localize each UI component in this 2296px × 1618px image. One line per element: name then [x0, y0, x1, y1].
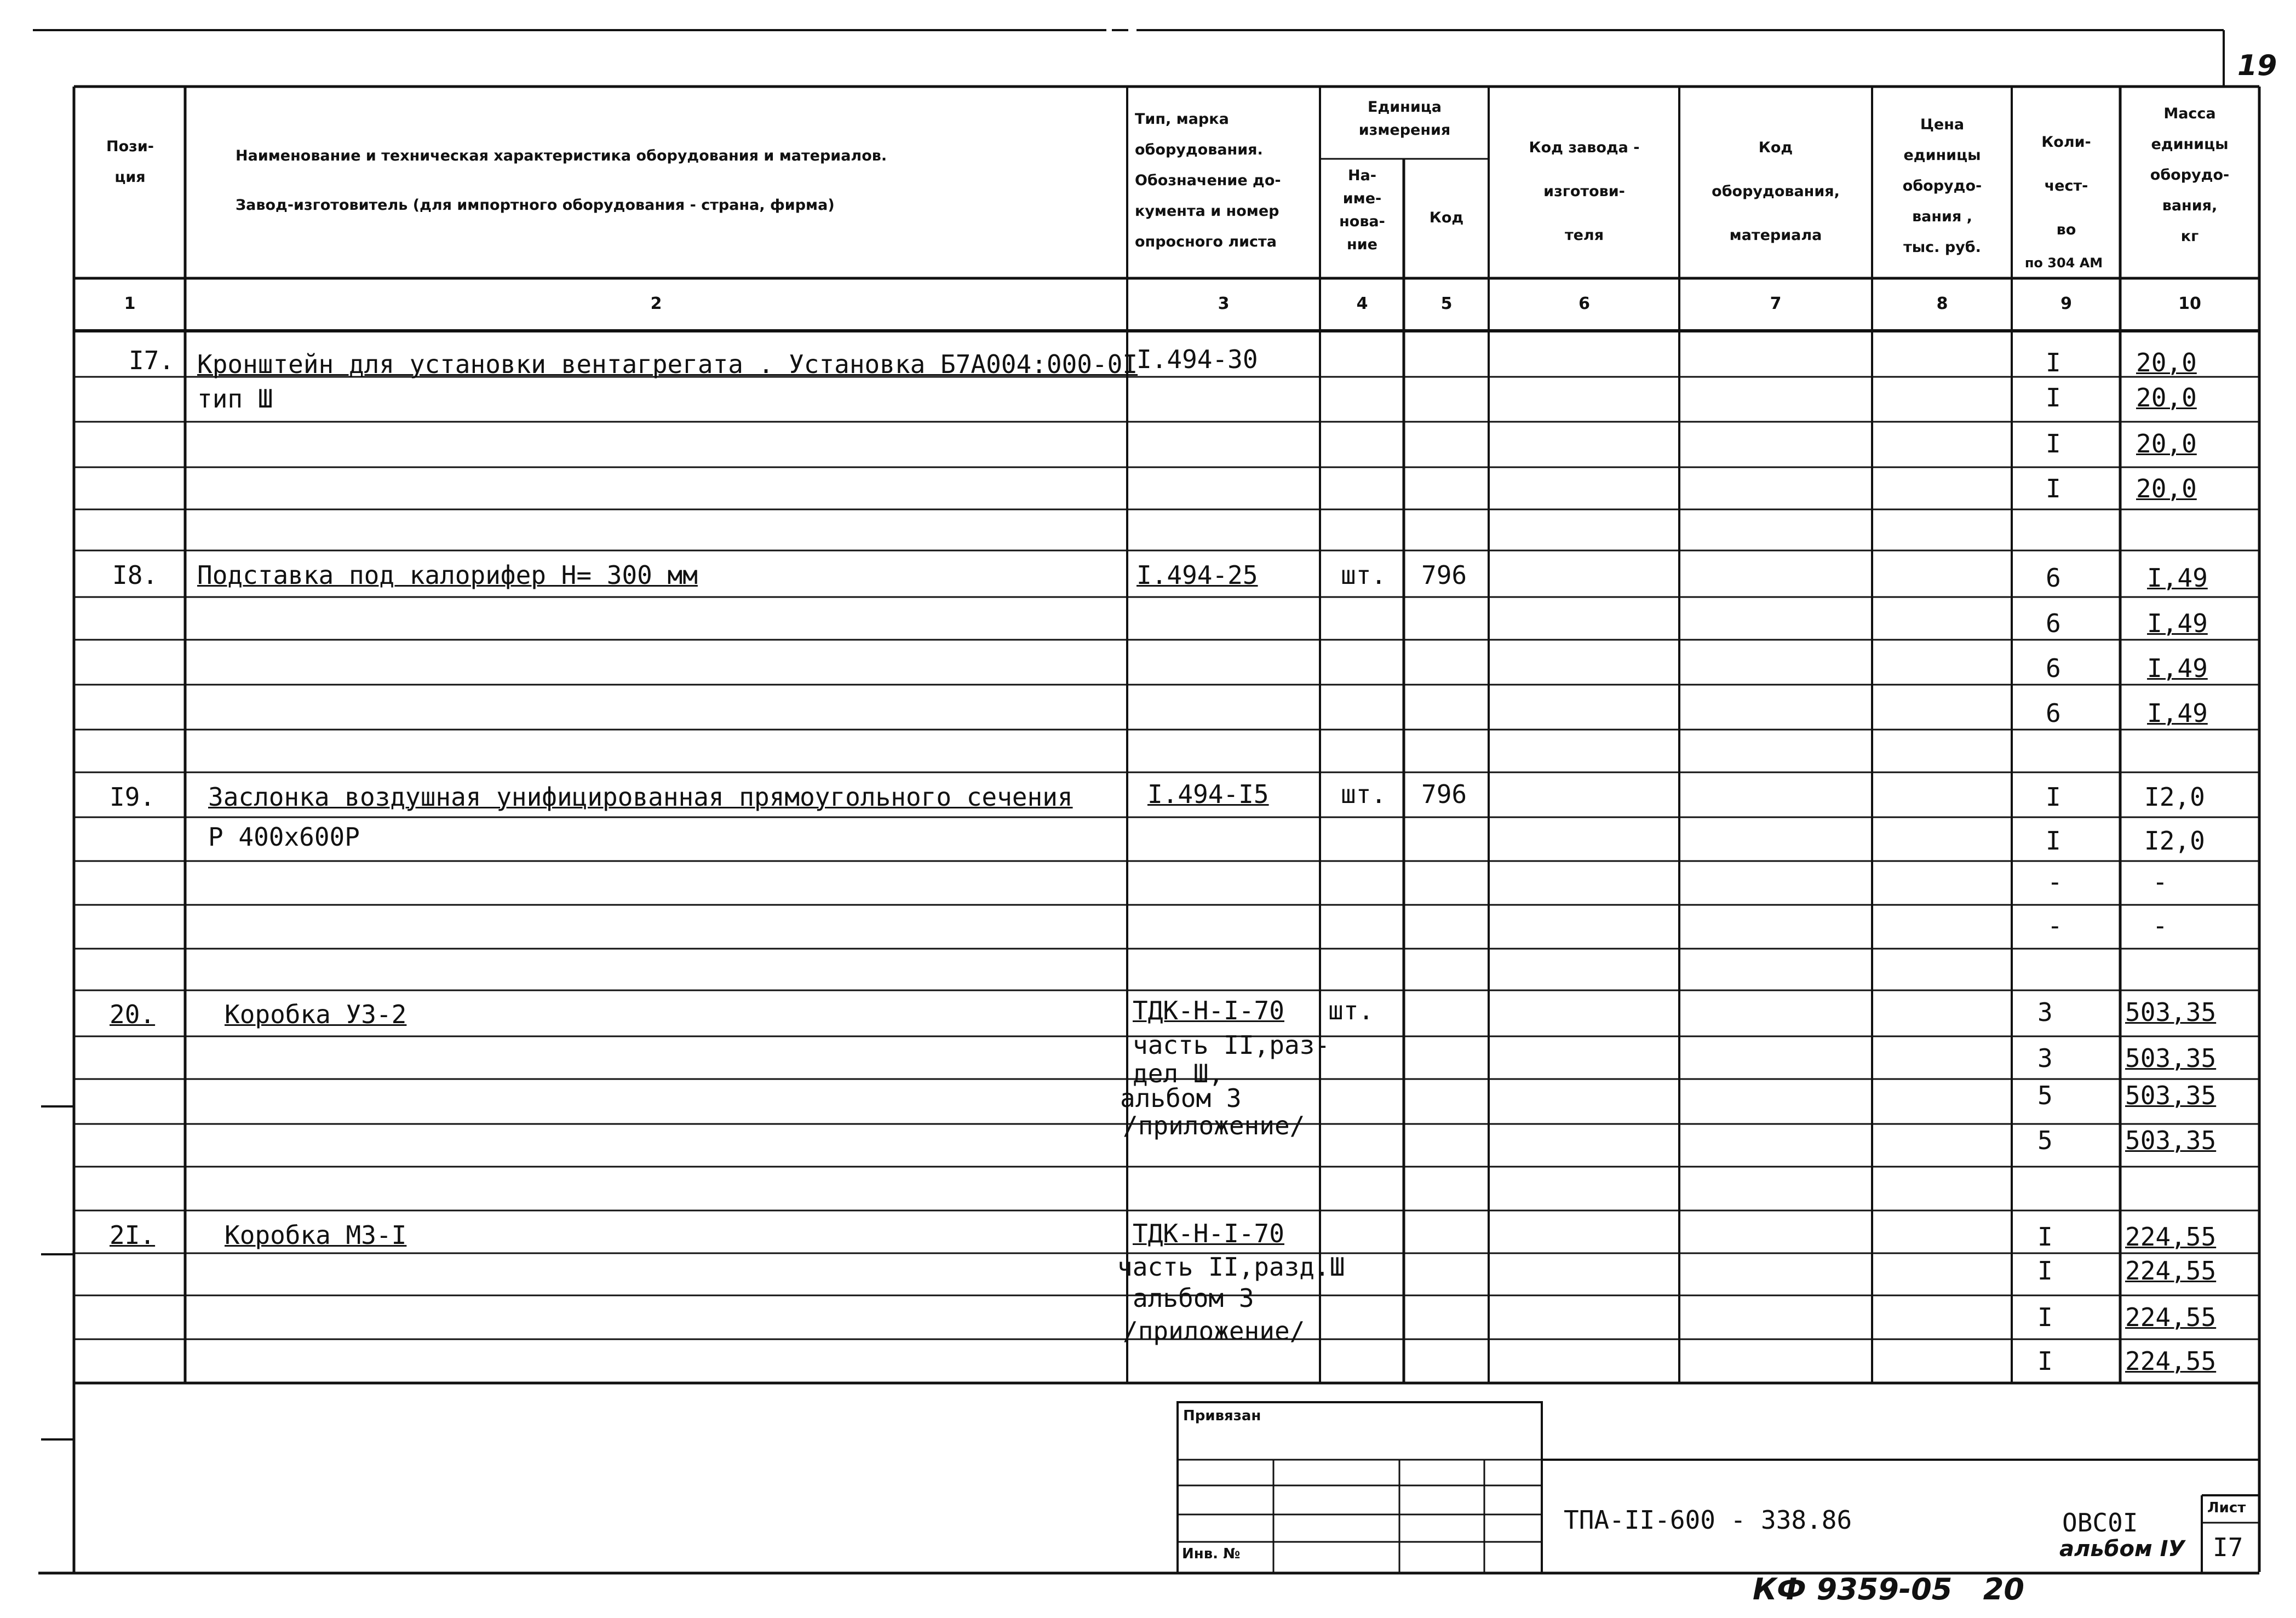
row-6-mass: I,49 — [2147, 653, 2208, 683]
sheet-label: Лист — [2207, 1500, 2246, 1516]
header-equipment-code: Код оборудования, материала — [1712, 139, 1840, 244]
row-4-code: 796 — [1421, 560, 1467, 590]
row-5-mass: I,49 — [2147, 609, 2208, 638]
row-1-qty: I — [2046, 383, 2061, 412]
row-4-name: Подставка под калорифер Н= 300 мм — [197, 560, 698, 590]
col-num-1: 1 — [124, 294, 136, 313]
header-quantity-note: по 304 АМ — [2024, 255, 2103, 271]
row-8-pos: I9. — [110, 782, 156, 812]
row-0-mass: 20,0 — [2136, 348, 2197, 377]
header-type: Тип, марка оборудования. Обозначение до- кумента и номер опросного листа — [1135, 111, 1281, 250]
row-8-name: Заслонка воздушная унифицированная прямоугольного сечения — [208, 782, 1073, 812]
col-num-6: 6 — [1579, 294, 1590, 313]
document-code: ТПА-II-600 - 338.86 — [1564, 1505, 1852, 1535]
row-17-type: ТДК-Н-I-70 — [1133, 1219, 1284, 1248]
row-0-qty: I — [2046, 348, 2061, 377]
row-12-pos: 20. — [110, 1000, 156, 1029]
col-num-2: 2 — [650, 294, 662, 313]
row-19-qty: I — [2037, 1303, 2053, 1332]
row-20-mass: 224,55 — [2125, 1346, 2217, 1376]
header-price: Цена единицы оборудо- вания , тыс. руб. — [1902, 116, 1982, 256]
row-3-mass: 20,0 — [2136, 474, 2197, 503]
footer-stamp: КФ 9359-05 20 — [1753, 1572, 2024, 1606]
row-8-unit: шт. — [1341, 779, 1387, 809]
header-unit-group: Единица измерения — [1358, 99, 1451, 139]
row-17-name: Коробка МЗ-I — [225, 1220, 407, 1250]
header-quantity: Коли- чест- во — [2041, 134, 2091, 238]
row-10-qty: - — [2047, 867, 2063, 897]
row-17-mass: 224,55 — [2125, 1222, 2217, 1252]
row-0-type: I.494-30 — [1136, 345, 1258, 374]
col-num-7: 7 — [1770, 294, 1782, 313]
header-unit-code: Код — [1429, 209, 1464, 226]
album-label: альбом IУ — [2059, 1536, 2185, 1562]
row-16-mass: 503,35 — [2125, 1126, 2217, 1155]
row-2-mass: 20,0 — [2136, 429, 2197, 458]
row-9-qty: I — [2046, 826, 2061, 856]
col-num-4: 4 — [1356, 294, 1368, 313]
col-num-9: 9 — [2060, 294, 2072, 313]
row-12-type: ТДК-Н-I-70 — [1133, 996, 1284, 1025]
header-plant-code: Код завода - изготови- теля — [1529, 139, 1640, 244]
sheet-code: ОВС0I — [2062, 1508, 2138, 1537]
row-0-pos: I7. — [129, 346, 175, 375]
row-0-name: Кронштейн для установки вентагрегата . Установка Б7А004:000-0I — [197, 349, 1138, 379]
row-14-type: дел Ш, — [1133, 1059, 1224, 1088]
row-12-qty: 3 — [2037, 997, 2053, 1027]
row-18-qty: I — [2037, 1256, 2053, 1286]
row-19-mass: 224,55 — [2125, 1303, 2217, 1332]
title-block-inv: Инв. № — [1182, 1546, 1241, 1562]
row-11-qty: - — [2047, 911, 2063, 940]
col-num-10: 10 — [2178, 294, 2201, 313]
row-1-name: тип Ш — [197, 384, 273, 414]
row-9-name: Р 400х600Р — [208, 822, 360, 852]
header-unit-name: На- име- нова- ние — [1339, 167, 1385, 253]
row-11-mass: - — [2152, 911, 2168, 940]
row-4-mass: I,49 — [2147, 563, 2208, 593]
title-block-privyazan: Привязан — [1183, 1408, 1261, 1424]
row-8-type: I.494-I5 — [1147, 779, 1269, 809]
row-13-mass: 503,35 — [2125, 1043, 2217, 1073]
row-15-mass: 503,35 — [2125, 1081, 2217, 1110]
row-9-mass: I2,0 — [2144, 826, 2205, 856]
row-20-type: /приложение/ — [1123, 1316, 1305, 1346]
page-corner-number: 19 — [2237, 49, 2277, 82]
row-16-qty: 5 — [2037, 1126, 2053, 1155]
row-10-mass: - — [2152, 867, 2168, 897]
col-num-5: 5 — [1440, 294, 1453, 313]
row-19-type: альбом 3 — [1133, 1283, 1254, 1313]
row-8-qty: I — [2046, 782, 2061, 812]
row-13-type: часть II,раз- — [1133, 1030, 1330, 1060]
row-7-qty: 6 — [2046, 698, 2061, 728]
row-8-code: 796 — [1421, 779, 1467, 809]
row-12-mass: 503,35 — [2125, 997, 2217, 1027]
col-num-8: 8 — [1936, 294, 1948, 313]
sheet-number: I7 — [2213, 1533, 2243, 1562]
row-8-mass: I2,0 — [2144, 782, 2205, 812]
header-position: Пози- ция — [106, 138, 154, 186]
row-15-qty: 5 — [2037, 1081, 2053, 1110]
row-4-qty: 6 — [2046, 563, 2061, 593]
row-13-qty: 3 — [2037, 1043, 2053, 1073]
row-12-name: Коробка УЗ-2 — [225, 1000, 407, 1029]
row-6-qty: 6 — [2046, 653, 2061, 683]
row-1-mass: 20,0 — [2136, 383, 2197, 412]
col-num-3: 3 — [1218, 294, 1230, 313]
row-17-qty: I — [2037, 1222, 2053, 1252]
row-18-mass: 224,55 — [2125, 1256, 2217, 1286]
row-3-qty: I — [2046, 474, 2061, 503]
header-mass: Масса единицы оборудо- вания, кг — [2150, 105, 2230, 245]
row-4-unit: шт. — [1341, 560, 1387, 590]
row-2-qty: I — [2046, 429, 2061, 458]
row-17-pos: 2I. — [110, 1220, 156, 1250]
row-4-type: I.494-25 — [1136, 560, 1258, 590]
row-16-type: /приложение/ — [1123, 1111, 1305, 1140]
row-5-qty: 6 — [2046, 609, 2061, 638]
row-20-qty: I — [2037, 1346, 2053, 1376]
row-18-type: часть II,разд.Ш — [1117, 1252, 1345, 1282]
row-7-mass: I,49 — [2147, 698, 2208, 728]
header-name: Наименование и техническая характеристика оборудования и материалов. Завод-изготовитель (для импортного оборудования - страна, фирма) — [236, 147, 887, 214]
row-15-type: альбом 3 — [1120, 1083, 1242, 1113]
row-4-pos: I8. — [112, 560, 158, 590]
row-12-unit: шт. — [1328, 996, 1374, 1025]
